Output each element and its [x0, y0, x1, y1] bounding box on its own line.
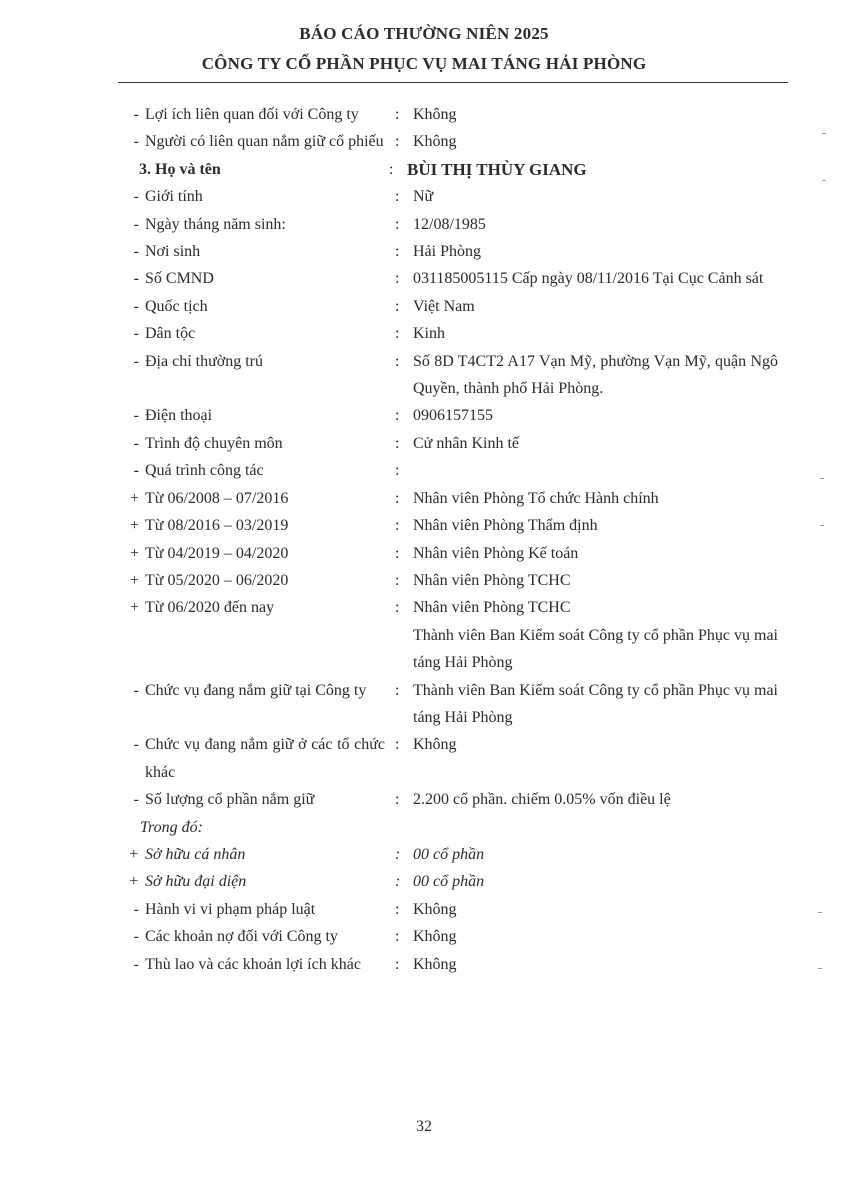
info-row: [0, 183, 848, 210]
row-bullet: -: [133, 928, 139, 946]
info-row: [0, 320, 848, 347]
row-label: Chức vụ đang nắm giữ ở các tổ chức khác: [145, 736, 385, 781]
info-row: [0, 868, 848, 895]
row-label: Trình độ chuyên môn: [145, 434, 283, 452]
row-colon: :: [395, 736, 400, 754]
row-bullet: +: [129, 489, 139, 507]
row-value: 00 cổ phần: [413, 873, 485, 891]
row-bullet: -: [133, 215, 139, 233]
info-row: [0, 731, 848, 786]
row-value: Cử nhân Kinh tế: [413, 434, 519, 452]
info-row: [0, 265, 848, 292]
row-label: Nơi sinh: [145, 243, 201, 261]
row-label: Từ 05/2020 – 06/2020: [145, 571, 289, 589]
profile-details: [0, 101, 848, 978]
row-value: Thành viên Ban Kiểm soát Công ty cổ phần Phục vụ mai táng Hải Phòng: [413, 681, 778, 726]
row-colon: :: [395, 434, 400, 452]
report-title: BÁO CÁO THƯỜNG NIÊN 2025: [299, 24, 549, 43]
row-bullet: -: [133, 188, 139, 206]
row-label: Ngày tháng năm sinh:: [145, 215, 286, 233]
row-bullet: [0, 156, 139, 183]
row-colon: :: [395, 599, 400, 617]
row-value: Nhân viên Phòng Tổ chức Hành chính: [413, 489, 659, 507]
info-row: [0, 457, 848, 484]
row-value: Không: [413, 106, 457, 123]
row-bullet: +: [129, 544, 139, 562]
info-row: [0, 348, 848, 403]
ownership-rows: [0, 841, 848, 978]
row-colon: :: [395, 489, 400, 507]
scan-mark: [820, 525, 824, 526]
row-label: 3. Họ và tên: [139, 160, 221, 178]
row-colon: :: [395, 544, 400, 562]
scan-mark: [822, 180, 826, 181]
info-row: [0, 485, 848, 512]
row-label: Điện thoại: [145, 407, 213, 425]
row-label: Từ 08/2016 – 03/2019: [145, 517, 289, 535]
row-colon: :: [395, 791, 400, 809]
scan-mark: [818, 912, 822, 913]
row-bullet: -: [133, 133, 139, 151]
row-label: Người có liên quan nắm giữ cổ phiếu: [145, 133, 384, 151]
row-colon: :: [395, 188, 400, 206]
row-value: 0906157155: [413, 407, 493, 425]
row-colon: :: [395, 845, 401, 863]
info-row: [0, 128, 848, 155]
row-bullet: +: [128, 873, 139, 891]
row-label: Từ 06/2008 – 07/2016: [145, 489, 289, 507]
scan-mark: [822, 133, 826, 134]
info-row: [0, 156, 848, 183]
info-row: [0, 512, 848, 539]
document-header: [0, 22, 848, 76]
row-label: Từ 04/2019 – 04/2020: [145, 544, 289, 562]
row-bullet: -: [133, 791, 139, 809]
info-row: [0, 430, 848, 457]
row-label: Từ 06/2020 đến nay: [145, 599, 275, 617]
info-row: [0, 841, 848, 868]
row-value: Không: [413, 900, 457, 918]
row-bullet: -: [133, 434, 139, 452]
row-value: Hải Phòng: [413, 243, 481, 261]
row-colon: :: [395, 900, 400, 918]
row-bullet: +: [129, 599, 139, 617]
row-colon: :: [395, 243, 400, 261]
row-label: Thù lao và các khoản lợi ích khác: [145, 955, 361, 973]
row-value: [413, 457, 778, 484]
row-value: Nữ: [413, 188, 434, 206]
row-value: Nhân viên Phòng TCHC Thành viên Ban Kiểm soát Công ty cổ phần Phục vụ mai táng Hải Phòng: [413, 599, 778, 672]
row-label: Quốc tịch: [145, 297, 208, 315]
row-label: Dân tộc: [145, 325, 196, 343]
row-label: Sở hữu đại diện: [145, 873, 247, 891]
scan-mark: [818, 968, 822, 969]
info-row: [0, 238, 848, 265]
row-bullet: +: [129, 517, 139, 535]
info-row: [0, 923, 848, 950]
row-bullet: -: [133, 681, 139, 699]
info-row: [0, 101, 848, 128]
row-label: Lợi ích liên quan đối với Công ty: [145, 106, 359, 123]
row-label: Quá trình công tác: [145, 462, 264, 480]
company-name: CÔNG TY CỔ PHẦN PHỤC VỤ MAI TÁNG HẢI PHÒNG: [201, 54, 647, 73]
scan-mark: [820, 478, 824, 479]
row-colon: :: [389, 160, 394, 178]
row-bullet: +: [129, 571, 139, 589]
row-value: Nhân viên Phòng Thẩm định: [413, 517, 598, 535]
row-colon: :: [395, 297, 400, 315]
row-colon: :: [395, 517, 400, 535]
row-value: Không: [413, 955, 457, 973]
row-bullet: -: [133, 325, 139, 343]
row-label: Sở hữu cá nhân: [145, 845, 246, 863]
row-value: 031185005115 Cấp ngày 08/11/2016 Tại Cục Cảnh sát: [413, 270, 764, 288]
row-colon: :: [395, 407, 400, 425]
info-row: [0, 786, 848, 813]
row-value: 00 cổ phần: [413, 845, 485, 863]
row-bullet: -: [133, 270, 139, 288]
row-label: Giới tính: [145, 188, 203, 206]
row-colon: :: [395, 571, 400, 589]
row-value: Không: [413, 928, 457, 946]
row-colon: :: [395, 270, 400, 288]
row-colon: :: [395, 215, 400, 233]
row-colon: :: [395, 928, 400, 946]
row-bullet: -: [133, 243, 139, 261]
row-value: Việt Nam: [413, 297, 475, 315]
row-colon: :: [395, 133, 400, 151]
row-value: BÙI THỊ THÙY GIANG: [407, 159, 587, 179]
row-label: Hành vi vi phạm pháp luật: [145, 900, 316, 918]
row-label: Các khoản nợ đối với Công ty: [145, 928, 338, 946]
row-value: 2.200 cổ phần. chiếm 0.05% vốn điều lệ: [413, 791, 671, 809]
row-value: Số 8D T4CT2 A17 Vạn Mỹ, phường Vạn Mỹ, quận Ngô Quyền, thành phố Hải Phòng.: [413, 352, 778, 398]
info-row: [0, 951, 848, 978]
row-value: 12/08/1985: [413, 215, 486, 233]
row-label: Số lượng cổ phần nắm giữ: [145, 791, 315, 809]
row-colon: :: [395, 106, 400, 123]
info-row: [0, 677, 848, 732]
row-bullet: -: [133, 106, 139, 123]
row-label: Địa chỉ thường trú: [145, 352, 263, 370]
row-value: Nhân viên Phòng TCHC: [413, 571, 571, 589]
row-label: Chức vụ đang nắm giữ tại Công ty: [145, 681, 367, 699]
row-bullet: -: [133, 900, 139, 918]
row-colon: :: [395, 681, 400, 699]
row-label: Số CMND: [145, 270, 214, 288]
info-row: [0, 896, 848, 923]
row-bullet: -: [133, 297, 139, 315]
row-colon: :: [395, 325, 400, 343]
header-divider: [118, 82, 788, 83]
info-row: [0, 594, 848, 676]
info-row: [0, 402, 848, 429]
row-colon: :: [395, 955, 400, 973]
row-value: Không: [413, 736, 457, 754]
row-value: Nhân viên Phòng Kế toán: [413, 544, 579, 562]
info-row: [0, 211, 848, 238]
info-row: [0, 567, 848, 594]
info-row: [0, 293, 848, 320]
row-bullet: -: [133, 955, 139, 973]
row-bullet: -: [133, 352, 139, 370]
row-bullet: -: [133, 736, 139, 754]
row-bullet: +: [128, 845, 139, 863]
row-colon: :: [395, 873, 401, 891]
page-number: 32: [416, 1118, 432, 1135]
row-bullet: -: [133, 407, 139, 425]
row-value: Kinh: [413, 325, 445, 343]
info-row: [0, 540, 848, 567]
profile-rows: [0, 101, 848, 814]
ownership-intro: Trong đó:: [140, 818, 203, 836]
row-colon: :: [395, 352, 400, 370]
row-bullet: -: [133, 462, 139, 480]
row-colon: :: [395, 462, 400, 480]
row-value: Không: [413, 133, 457, 151]
